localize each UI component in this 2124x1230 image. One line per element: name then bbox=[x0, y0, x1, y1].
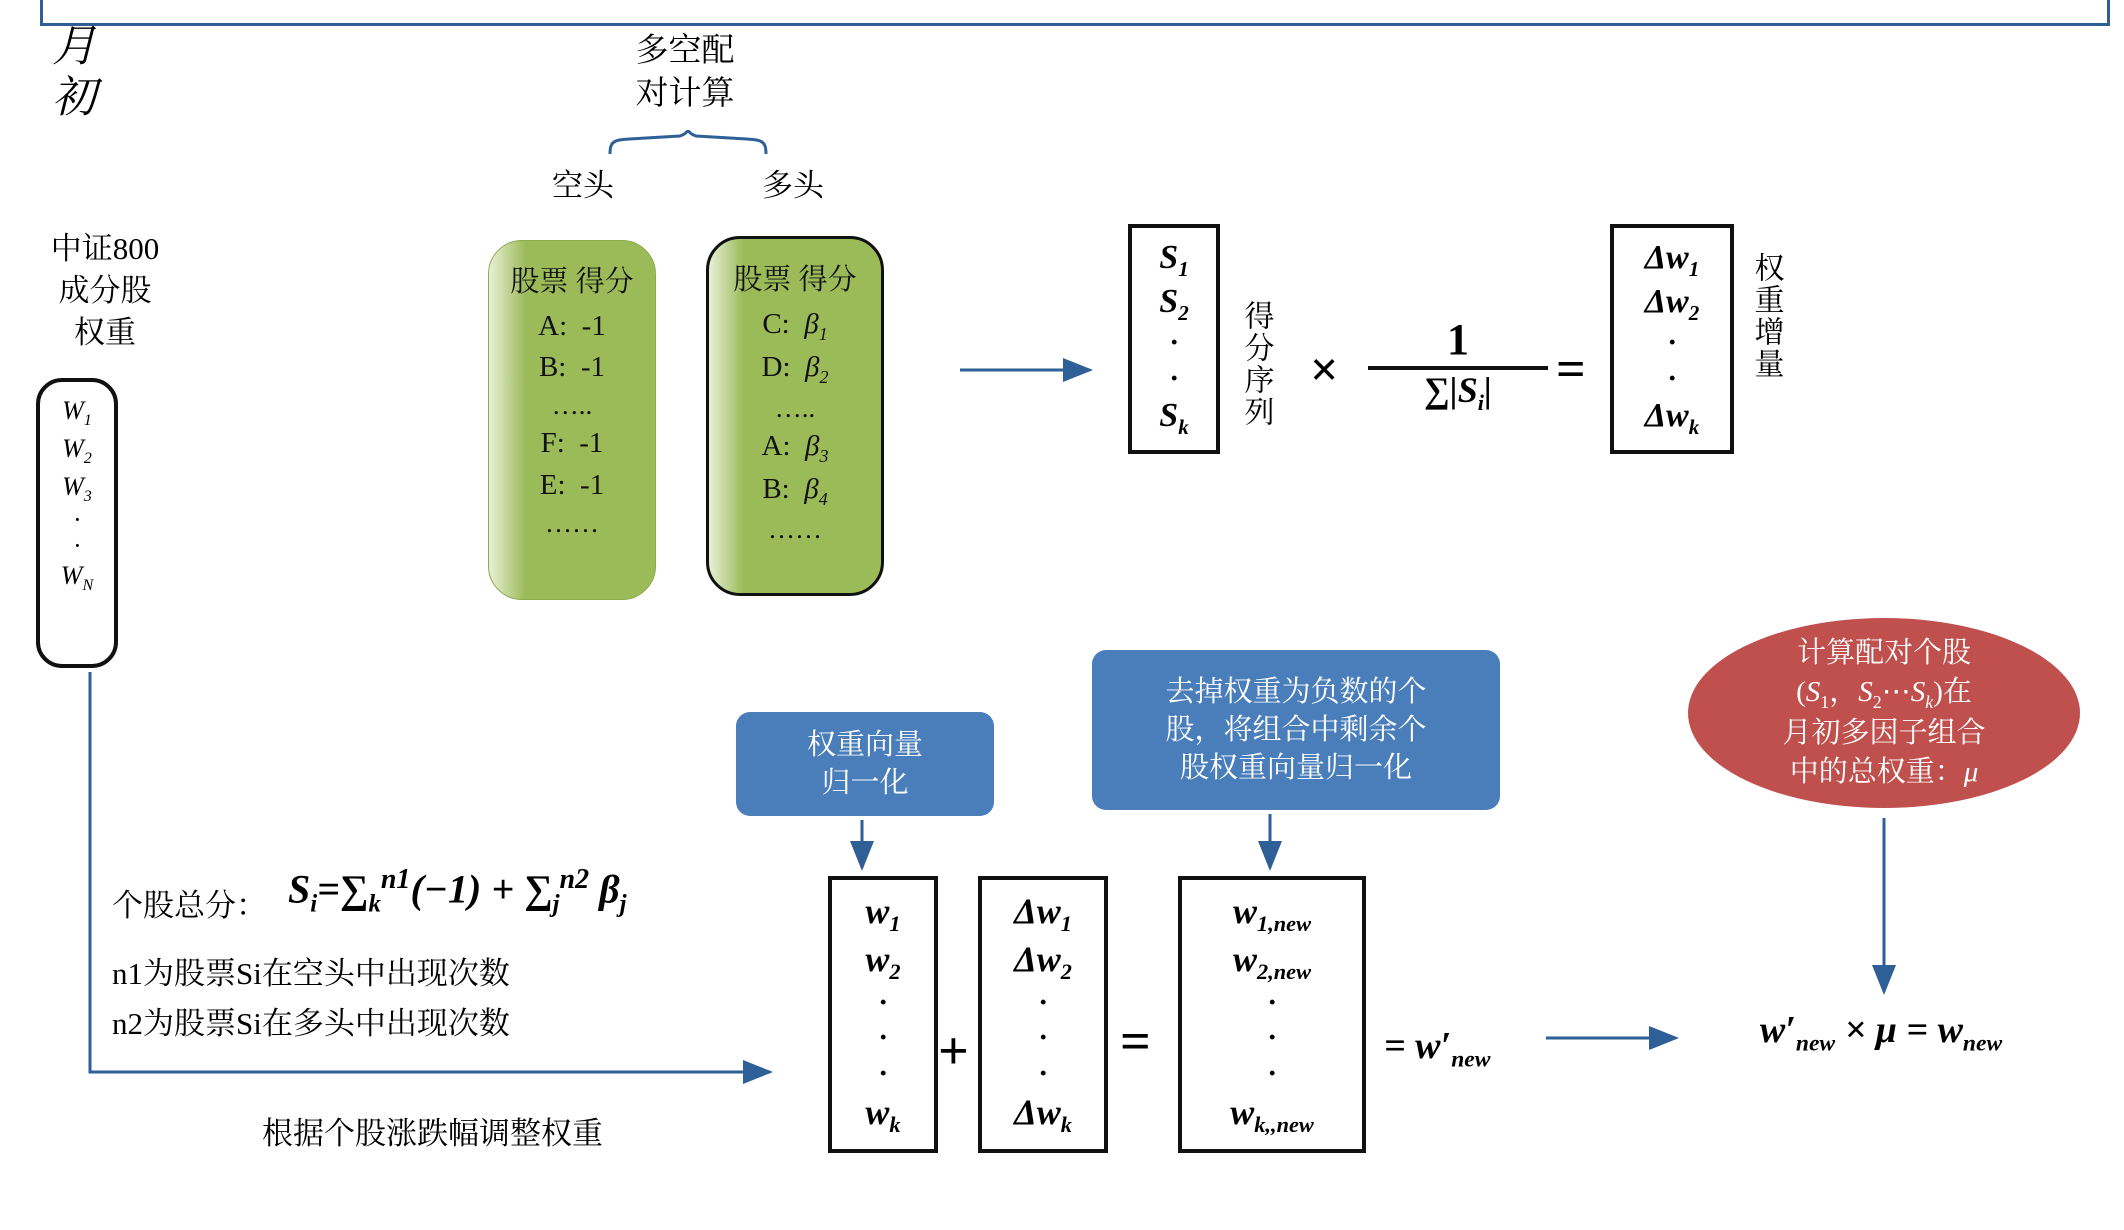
month-start-label: 月 初 bbox=[52, 22, 97, 122]
weight-row-dot: · bbox=[73, 531, 81, 561]
index-weight-vector bbox=[36, 378, 118, 668]
long-box-header: 股票 得分 bbox=[733, 264, 857, 296]
current-weight-matrix bbox=[828, 880, 938, 1149]
times-symbol: × bbox=[1310, 341, 1339, 397]
long-side-label: 多头 bbox=[762, 168, 824, 203]
matrix-row: $\Delta w_2$ bbox=[1644, 282, 1700, 325]
drop-negative-callout bbox=[1092, 650, 1500, 810]
matrix-row: $w_{2,new}$ bbox=[1233, 938, 1311, 984]
new-weight-matrix bbox=[1178, 880, 1366, 1149]
note-n1: n1为股票Si在空头中出现次数 bbox=[112, 956, 510, 991]
matrix-row: $w_2$ bbox=[865, 938, 901, 984]
delta-weight-matrix-2 bbox=[978, 880, 1108, 1149]
pairing-title: 多空配 对计算 bbox=[635, 33, 735, 112]
note-n2: n2为股票Si在多头中出现次数 bbox=[112, 1006, 510, 1041]
plus-symbol: + bbox=[938, 1021, 969, 1081]
short-box-row: B: -1 bbox=[538, 351, 606, 384]
short-box-dots: ….. bbox=[551, 390, 593, 421]
matrix-row-dot: · bbox=[1268, 1021, 1276, 1055]
matrix-row-dot: · bbox=[879, 986, 887, 1020]
bottom-note: 根据个股涨跌幅调整权重 bbox=[262, 1116, 603, 1151]
short-box-dots-end: …… bbox=[545, 507, 599, 538]
matrix-row: $w_1$ bbox=[865, 891, 901, 937]
long-box-row: D: $\beta_2$ bbox=[761, 351, 829, 388]
weight-row: $W_2$ bbox=[62, 433, 92, 467]
normalize-callout-text: 权重向量 归一化 bbox=[806, 728, 923, 799]
total-weight-callout bbox=[1688, 618, 2080, 808]
wnew-prime-label: = $w'_{new}$ bbox=[1378, 1020, 1496, 1078]
long-box-row: C: $\beta_1$ bbox=[762, 308, 828, 344]
long-box-row: B: $\beta_4$ bbox=[762, 473, 828, 509]
final-weight-formula-text: $w'_{new} \times \mu = w_{new}$ bbox=[1759, 1009, 2003, 1057]
fraction-numerator: 1 bbox=[1447, 315, 1469, 364]
matrix-row-dot: · bbox=[1170, 326, 1178, 360]
fraction-denominator: $\sum|S_i|$ bbox=[1424, 370, 1492, 416]
final-weight-formula bbox=[1690, 1000, 2072, 1066]
matrix-row: $w_k$ bbox=[865, 1092, 901, 1138]
matrix-row-dot: · bbox=[1039, 986, 1047, 1020]
matrix-row-dot: · bbox=[1668, 326, 1676, 360]
csi800-label: 中证800 成分股 权重 bbox=[50, 231, 160, 350]
long-box-dots-end: …… bbox=[768, 514, 822, 545]
stock-score-prefix: 个股总分： bbox=[112, 888, 267, 923]
matrix-row-dot: · bbox=[1039, 1056, 1047, 1090]
matrix-row: $S_2$ bbox=[1159, 282, 1189, 325]
long-portfolio-box bbox=[706, 236, 884, 596]
normalizing-fraction bbox=[1368, 315, 1548, 416]
matrix-row-dot: · bbox=[879, 1056, 887, 1090]
total-weight-callout-text: 计算配对个股 ($S_1$，$S_2\cdots S_k$)在 月初多因子组合 中的总权重：μ bbox=[1782, 636, 1986, 789]
score-matrix bbox=[1128, 228, 1220, 450]
long-box-row: A: $\beta_3$ bbox=[761, 429, 829, 466]
short-box-row: E: -1 bbox=[539, 468, 605, 501]
top-frame bbox=[40, 0, 2110, 26]
matrix-row-dot: · bbox=[879, 1021, 887, 1055]
matrix-row: $\Delta w_k$ bbox=[1644, 397, 1700, 439]
short-box-row: A: -1 bbox=[538, 310, 606, 342]
weight-row-dot: · bbox=[73, 505, 81, 535]
matrix-row: $w_{1,new}$ bbox=[1233, 891, 1311, 937]
matrix-row: $\Delta w_2$ bbox=[1014, 938, 1072, 984]
drop-negative-callout-text: 去掉权重为负数的个 股，将组合中剩余个 股权重向量归一化 bbox=[1165, 675, 1427, 785]
score-sequence-label: 得分序列 bbox=[1239, 300, 1273, 428]
matrix-row-dot: · bbox=[1268, 986, 1276, 1020]
matrix-row-dot: · bbox=[1170, 361, 1178, 395]
short-box-row: F: -1 bbox=[540, 427, 604, 460]
matrix-row: $S_k$ bbox=[1159, 397, 1189, 439]
short-side-label: 空头 bbox=[552, 168, 614, 203]
matrix-row: $S_1$ bbox=[1159, 239, 1189, 281]
matrix-row-dot: · bbox=[1039, 1021, 1047, 1055]
matrix-row-dot: · bbox=[1668, 361, 1676, 395]
matrix-row: $\Delta w_1$ bbox=[1014, 891, 1072, 937]
matrix-row: $w_{k,,new}$ bbox=[1230, 1092, 1314, 1138]
equals-symbol-1: = bbox=[1556, 341, 1586, 398]
weight-increment-label: 权重增量 bbox=[1749, 252, 1783, 380]
equals-symbol-2: = bbox=[1120, 1011, 1151, 1071]
matrix-row: $\Delta w_k$ bbox=[1014, 1092, 1072, 1138]
matrix-row-dot: · bbox=[1268, 1056, 1276, 1090]
weight-row: $W_3$ bbox=[62, 471, 92, 505]
delta-weight-matrix bbox=[1610, 228, 1734, 450]
weight-row: $W_1$ bbox=[62, 396, 92, 430]
stock-score-formula: $S_i=\sum_k^{n1}(-1) + \sum_j^{n2}$ $\beta_j$ bbox=[278, 860, 636, 922]
short-portfolio-box bbox=[488, 240, 656, 600]
long-box-dots: ….. bbox=[774, 392, 816, 423]
matrix-row: $\Delta w_1$ bbox=[1644, 239, 1700, 281]
curly-brace-icon bbox=[608, 130, 768, 156]
weight-row: $W_N$ bbox=[60, 561, 94, 595]
short-box-header: 股票 得分 bbox=[510, 266, 634, 298]
normalize-callout bbox=[736, 712, 994, 816]
